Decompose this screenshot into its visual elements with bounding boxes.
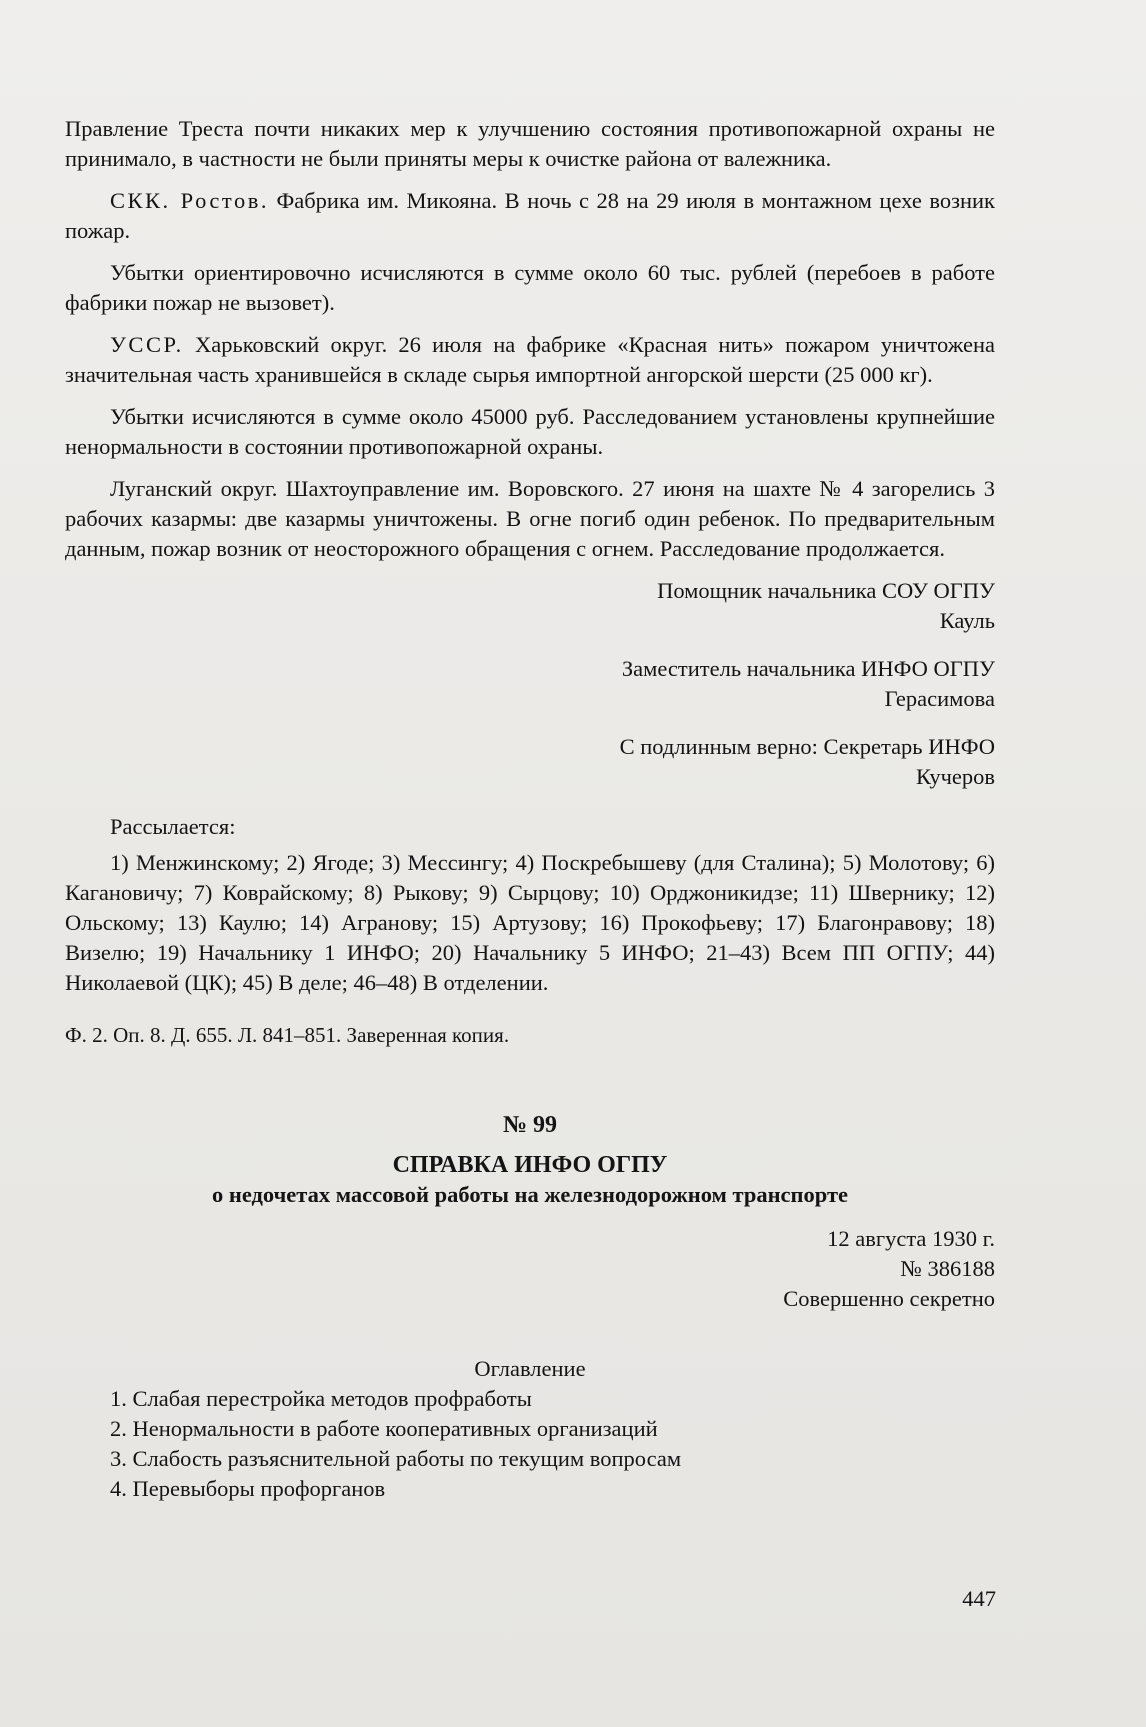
signature-name: Кауль — [939, 608, 995, 633]
archive-source: Ф. 2. Оп. 8. Д. 655. Л. 841–851. Заверенная копия. — [65, 1023, 510, 1047]
signature-block-3 — [65, 732, 995, 792]
document-date: 12 августа 1930 г. — [827, 1226, 995, 1251]
signature-block-1 — [65, 576, 995, 636]
document-reg-number: № 386188 — [900, 1256, 995, 1281]
paragraph-4: УССР. Харьковский округ. 26 июля на фабрике «Красная нить» пожаром уничтожена значительная часть хранившейся в складе сырья импортной ангорской шерсти (25 000 кг). — [65, 332, 995, 387]
distribution-heading: Рассылается: — [110, 814, 236, 839]
toc-item: 4. Перевыборы профорганов — [110, 1476, 386, 1501]
paragraph-2: СКК. Ростов. Фабрика им. Микояна. В ночь с 28 на 29 июля в монтажном цехе возник пожар. — [65, 188, 995, 243]
text-column — [65, 114, 995, 1504]
signature-name: Герасимова — [884, 686, 995, 711]
classification-label: Совершенно секретно — [783, 1286, 995, 1311]
region-heading-skk: СКК. Ростов. — [110, 188, 269, 213]
region-heading-ussr: УССР. — [110, 332, 184, 357]
signature-title: С подлинным верно: Секретарь ИНФО — [619, 734, 995, 759]
paragraph-3: Убытки ориентировочно исчисляются в сумме около 60 тыс. рублей (перебоев в работе фабрики пожар не вызовет). — [65, 260, 995, 315]
signature-title: Заместитель начальника ИНФО ОГПУ — [621, 656, 995, 681]
document-meta — [65, 1224, 995, 1314]
signature-name: Кучеров — [916, 764, 995, 789]
document-number: № 99 — [502, 1112, 558, 1138]
toc-item: 2. Ненормальности в работе кооперативных организаций — [110, 1416, 658, 1441]
paragraph-6: Луганский округ. Шахтоуправление им. Воровского. 27 июня на шахте № 4 загорелись 3 рабочих казармы: две казармы уничтожены. В огне погиб один ребенок. По предварительным данным, пожар возник от неосторожного обращения с огнем. Расследование продолжается. — [65, 476, 995, 561]
document-title: СПРАВКА ИНФО ОГПУ — [392, 1152, 668, 1178]
signature-title: Помощник начальника СОУ ОГПУ — [657, 578, 995, 603]
signature-block-2 — [65, 654, 995, 714]
page-number: 447 — [962, 1586, 996, 1611]
toc-item: 3. Слабость разъяснительной работы по текущим вопросам — [110, 1446, 682, 1471]
document-subtitle: о недочетах массовой работы на железнодорожном транспорте — [212, 1182, 848, 1207]
paragraph-5: Убытки исчисляются в сумме около 45000 руб. Расследованием установлены крупнейшие ненормальности в состоянии противопожарной охраны. — [65, 404, 995, 459]
toc-item: 1. Слабая перестройка методов профработы — [110, 1386, 532, 1411]
paragraph-1: Правление Треста почти никаких мер к улучшению состояния противопожарной охраны не принимало, в частности не были приняты меры к очистке района от валежника. — [65, 116, 995, 171]
distribution-list: 1) Менжинскому; 2) Ягоде; 3) Мессингу; 4) Поскребышеву (для Сталина); 5) Молотову; 6) Кагановичу; 7) Коврайскому; 8) Рыкову; 9) Сырцову; 10) Орджоникидзе; 11) Швернику; 12) Ольскому; 13) Каулю; 14) Агранову; 15) Артузову; 16) Прокофьеву; 17) Благонравову; 18) Визелю; 19) Начальнику 1 ИНФО; 20) Начальнику 5 ИНФО; 21–43) Всем ПП ОГПУ; 44) Николаевой (ЦК); 45) В деле; 46–48) В отделении. — [65, 850, 995, 995]
toc-heading: Оглавление — [474, 1356, 586, 1381]
